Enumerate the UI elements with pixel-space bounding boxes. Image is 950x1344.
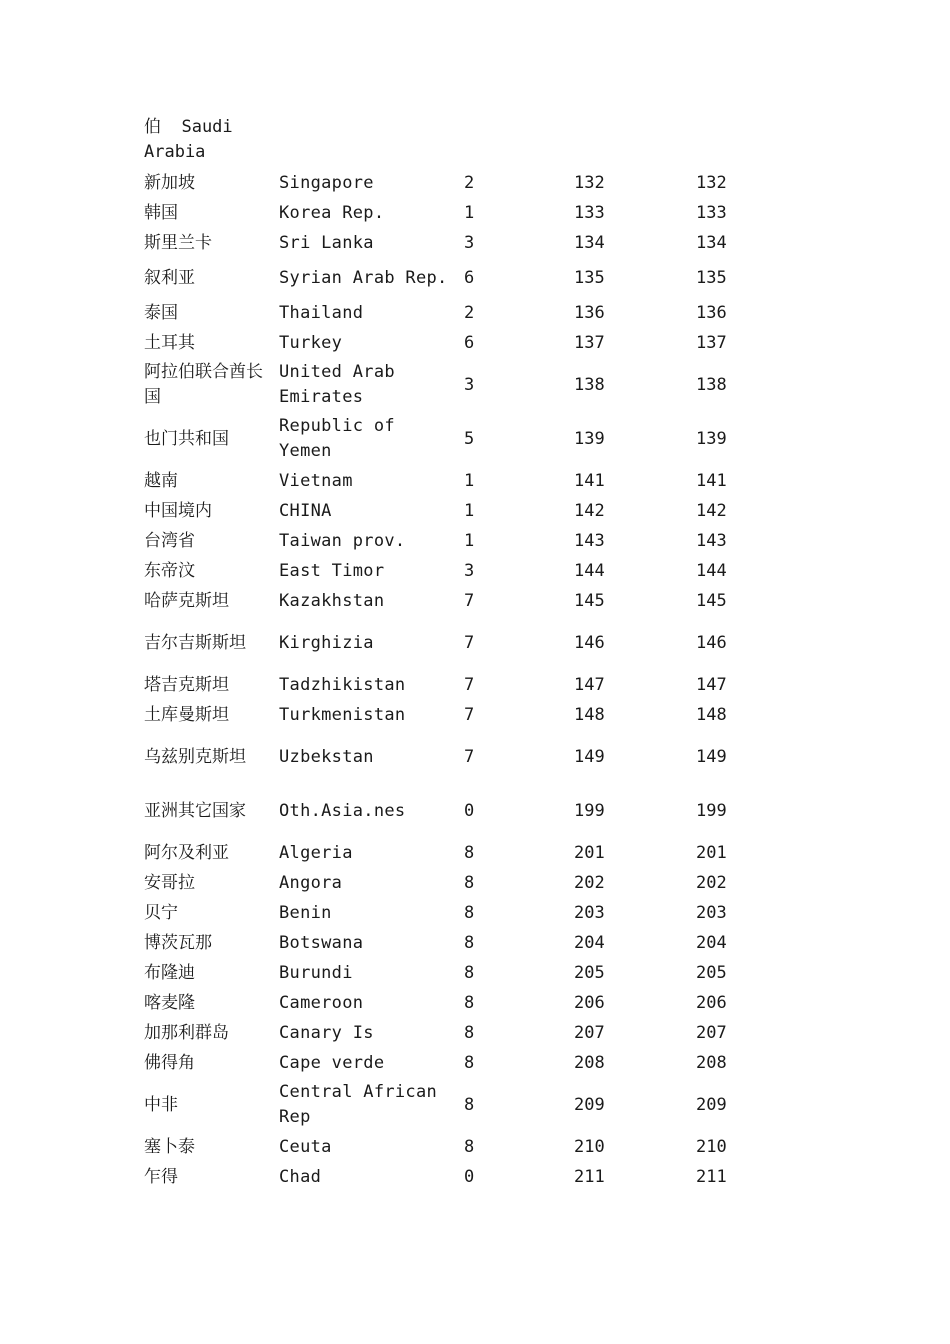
group-code-cell: 2 [464, 302, 475, 323]
group-code-cell: 8 [464, 1022, 475, 1043]
country-code-cell: 211 [574, 1166, 605, 1187]
country-code-cell-2: 136 [696, 302, 727, 323]
group-code-cell: 8 [464, 842, 475, 863]
english-name-cell: Syrian Arab Rep. [279, 267, 448, 288]
table-row [140, 898, 760, 928]
english-name-cell: CHINA [279, 500, 332, 521]
english-name-cell: Turkmenistan [279, 704, 406, 725]
chinese-name-cell: 阿拉伯联合酋长国 [144, 362, 263, 407]
table-row [140, 556, 760, 586]
english-name-cell: Sri Lanka [279, 232, 374, 253]
country-code-cell: 144 [574, 560, 605, 581]
table-row [140, 730, 760, 784]
country-code-cell-2: 205 [696, 962, 727, 983]
english-name-cell: Vietnam [279, 470, 353, 491]
chinese-name-cell: 加那利群岛 [144, 1022, 229, 1043]
english-name-cell: Botswana [279, 932, 364, 953]
country-code-cell: 149 [574, 746, 605, 767]
chinese-name-cell: 越南 [144, 470, 178, 491]
english-name-cell: Chad [279, 1166, 322, 1187]
group-code-cell: 3 [464, 374, 475, 395]
country-code-cell-2: 203 [696, 902, 727, 923]
english-name-cell: Ceuta [279, 1136, 332, 1157]
group-code-cell: 8 [464, 932, 475, 953]
country-code-cell-2: 139 [696, 428, 727, 449]
chinese-name-cell: 安哥拉 [144, 872, 195, 893]
chinese-name-cell: 塔吉克斯坦 [144, 674, 229, 695]
country-code-cell-2: 137 [696, 332, 727, 353]
english-name-cell: Cameroon [279, 992, 364, 1013]
country-code-cell-2: 142 [696, 500, 727, 521]
group-code-cell: 8 [464, 1136, 475, 1157]
group-code-cell: 8 [464, 872, 475, 893]
english-name-cell: Republic of Yemen [279, 416, 395, 461]
group-code-cell: 8 [464, 962, 475, 983]
english-name-cell: Burundi [279, 962, 353, 983]
table-row [140, 168, 760, 198]
country-code-cell: 133 [574, 202, 605, 223]
continued-row-fragment [144, 115, 264, 165]
country-code-cell: 147 [574, 674, 605, 695]
chinese-name-cell: 阿尔及利亚 [144, 842, 229, 863]
table-row [140, 496, 760, 526]
group-code-cell: 0 [464, 800, 475, 821]
table-row [140, 198, 760, 228]
country-code-cell: 138 [574, 374, 605, 395]
table-row [140, 670, 760, 700]
chinese-name-cell: 喀麦隆 [144, 992, 195, 1013]
chinese-name-cell: 韩国 [144, 202, 178, 223]
country-code-cell: 199 [574, 800, 605, 821]
english-name-cell: Kirghizia [279, 632, 374, 653]
english-name-cell: Oth.Asia.nes [279, 800, 406, 821]
table-row [140, 868, 760, 898]
country-code-cell-2: 208 [696, 1052, 727, 1073]
group-code-cell: 1 [464, 202, 475, 223]
country-code-cell: 210 [574, 1136, 605, 1157]
chinese-name-cell: 新加坡 [144, 172, 195, 193]
chinese-name-cell: 哈萨克斯坦 [144, 590, 229, 611]
country-code-cell-2: 210 [696, 1136, 727, 1157]
country-code-cell: 208 [574, 1052, 605, 1073]
group-code-cell: 7 [464, 674, 475, 695]
group-code-cell: 3 [464, 232, 475, 253]
chinese-name-cell: 土库曼斯坦 [144, 704, 229, 725]
group-code-cell: 3 [464, 560, 475, 581]
country-code-cell-2: 146 [696, 632, 727, 653]
chinese-name-cell: 乍得 [144, 1166, 178, 1187]
chinese-name-cell: 贝宁 [144, 902, 178, 923]
country-code-cell: 207 [574, 1022, 605, 1043]
country-code-cell: 145 [574, 590, 605, 611]
group-code-cell: 6 [464, 332, 475, 353]
country-code-cell: 137 [574, 332, 605, 353]
country-code-cell-2: 147 [696, 674, 727, 695]
chinese-name-cell: 泰国 [144, 302, 178, 323]
country-code-cell: 132 [574, 172, 605, 193]
group-code-cell: 6 [464, 267, 475, 288]
country-code-cell-2: 133 [696, 202, 727, 223]
table-row [140, 616, 760, 670]
table-row [140, 298, 760, 328]
country-code-table [140, 168, 760, 1192]
country-code-cell: 209 [574, 1094, 605, 1115]
table-row [140, 586, 760, 616]
english-name-cell: Singapore [279, 172, 374, 193]
english-name-cell: Canary Is [279, 1022, 374, 1043]
english-name-cell: Taiwan prov. [279, 530, 406, 551]
country-code-cell-2: 207 [696, 1022, 727, 1043]
country-code-cell: 148 [574, 704, 605, 725]
chinese-name-cell: 博茨瓦那 [144, 932, 212, 953]
chinese-name-cell: 亚洲其它国家 [144, 800, 246, 821]
country-code-cell: 206 [574, 992, 605, 1013]
country-code-cell-2: 149 [696, 746, 727, 767]
country-code-cell: 134 [574, 232, 605, 253]
country-code-cell-2: 211 [696, 1166, 727, 1187]
group-code-cell: 2 [464, 172, 475, 193]
country-code-cell-2: 206 [696, 992, 727, 1013]
group-code-cell: 7 [464, 704, 475, 725]
table-row [140, 1132, 760, 1162]
country-code-cell: 142 [574, 500, 605, 521]
group-code-cell: 8 [464, 902, 475, 923]
table-row [140, 958, 760, 988]
english-name-cell: Algeria [279, 842, 353, 863]
country-code-cell-2: 141 [696, 470, 727, 491]
country-code-cell-2: 138 [696, 374, 727, 395]
chinese-name-cell: 叙利亚 [144, 267, 195, 288]
country-code-cell: 143 [574, 530, 605, 551]
english-name-cell: Central African Rep [279, 1082, 438, 1127]
country-code-cell: 141 [574, 470, 605, 491]
english-name-cell: Cape verde [279, 1052, 385, 1073]
country-code-cell: 205 [574, 962, 605, 983]
table-row [140, 784, 760, 838]
group-code-cell: 1 [464, 530, 475, 551]
country-code-rows [140, 168, 760, 1192]
table-row [140, 1018, 760, 1048]
chinese-name-cell: 吉尔吉斯斯坦 [144, 632, 246, 653]
country-code-cell-2: 209 [696, 1094, 727, 1115]
country-code-cell: 135 [574, 267, 605, 288]
table-row [140, 1162, 760, 1192]
english-name-cell: Tadzhikistan [279, 674, 406, 695]
chinese-name-cell: 布隆迪 [144, 962, 195, 983]
table-row [140, 412, 760, 466]
group-code-cell: 7 [464, 632, 475, 653]
group-code-cell: 7 [464, 590, 475, 611]
fragment-line-1: 伯 Saudi [144, 117, 233, 137]
group-code-cell: 5 [464, 428, 475, 449]
english-name-cell: Thailand [279, 302, 364, 323]
chinese-name-cell: 塞卜泰 [144, 1136, 195, 1157]
country-code-cell-2: 199 [696, 800, 727, 821]
country-code-cell-2: 148 [696, 704, 727, 725]
table-row [140, 328, 760, 358]
table-row [140, 466, 760, 496]
table-row [140, 258, 760, 298]
table-row [140, 700, 760, 730]
group-code-cell: 1 [464, 470, 475, 491]
english-name-cell: East Timor [279, 560, 385, 581]
country-code-cell-2: 201 [696, 842, 727, 863]
table-row [140, 228, 760, 258]
english-name-cell: Kazakhstan [279, 590, 385, 611]
country-code-cell-2: 132 [696, 172, 727, 193]
chinese-name-cell: 乌兹别克斯坦 [144, 746, 246, 767]
group-code-cell: 0 [464, 1166, 475, 1187]
table-row [140, 838, 760, 868]
group-code-cell: 1 [464, 500, 475, 521]
chinese-name-cell: 佛得角 [144, 1052, 195, 1073]
chinese-name-cell: 土耳其 [144, 332, 195, 353]
country-code-cell: 136 [574, 302, 605, 323]
english-name-cell: Korea Rep. [279, 202, 385, 223]
country-code-cell-2: 135 [696, 267, 727, 288]
fragment-line-2: Arabia [144, 142, 206, 162]
country-code-cell-2: 144 [696, 560, 727, 581]
country-code-cell: 146 [574, 632, 605, 653]
country-code-cell-2: 134 [696, 232, 727, 253]
chinese-name-cell: 东帝汶 [144, 560, 195, 581]
group-code-cell: 8 [464, 1094, 475, 1115]
table-row [140, 928, 760, 958]
chinese-name-cell: 台湾省 [144, 530, 195, 551]
country-code-cell: 201 [574, 842, 605, 863]
english-name-cell: Uzbekstan [279, 746, 374, 767]
table-row [140, 526, 760, 556]
country-code-cell-2: 143 [696, 530, 727, 551]
country-code-cell: 139 [574, 428, 605, 449]
country-code-cell-2: 145 [696, 590, 727, 611]
country-code-cell: 202 [574, 872, 605, 893]
chinese-name-cell: 也门共和国 [144, 428, 229, 449]
table-row [140, 358, 760, 412]
table-row [140, 988, 760, 1018]
table-row [140, 1078, 760, 1132]
english-name-cell: Benin [279, 902, 332, 923]
chinese-name-cell: 中非 [144, 1094, 178, 1115]
group-code-cell: 8 [464, 992, 475, 1013]
chinese-name-cell: 中国境内 [144, 500, 212, 521]
country-code-cell: 203 [574, 902, 605, 923]
group-code-cell: 7 [464, 746, 475, 767]
group-code-cell: 8 [464, 1052, 475, 1073]
table-row [140, 1048, 760, 1078]
country-code-cell-2: 202 [696, 872, 727, 893]
english-name-cell: United Arab Emirates [279, 362, 395, 407]
english-name-cell: Angora [279, 872, 343, 893]
country-code-cell: 204 [574, 932, 605, 953]
chinese-name-cell: 斯里兰卡 [144, 232, 212, 253]
english-name-cell: Turkey [279, 332, 343, 353]
country-code-cell-2: 204 [696, 932, 727, 953]
